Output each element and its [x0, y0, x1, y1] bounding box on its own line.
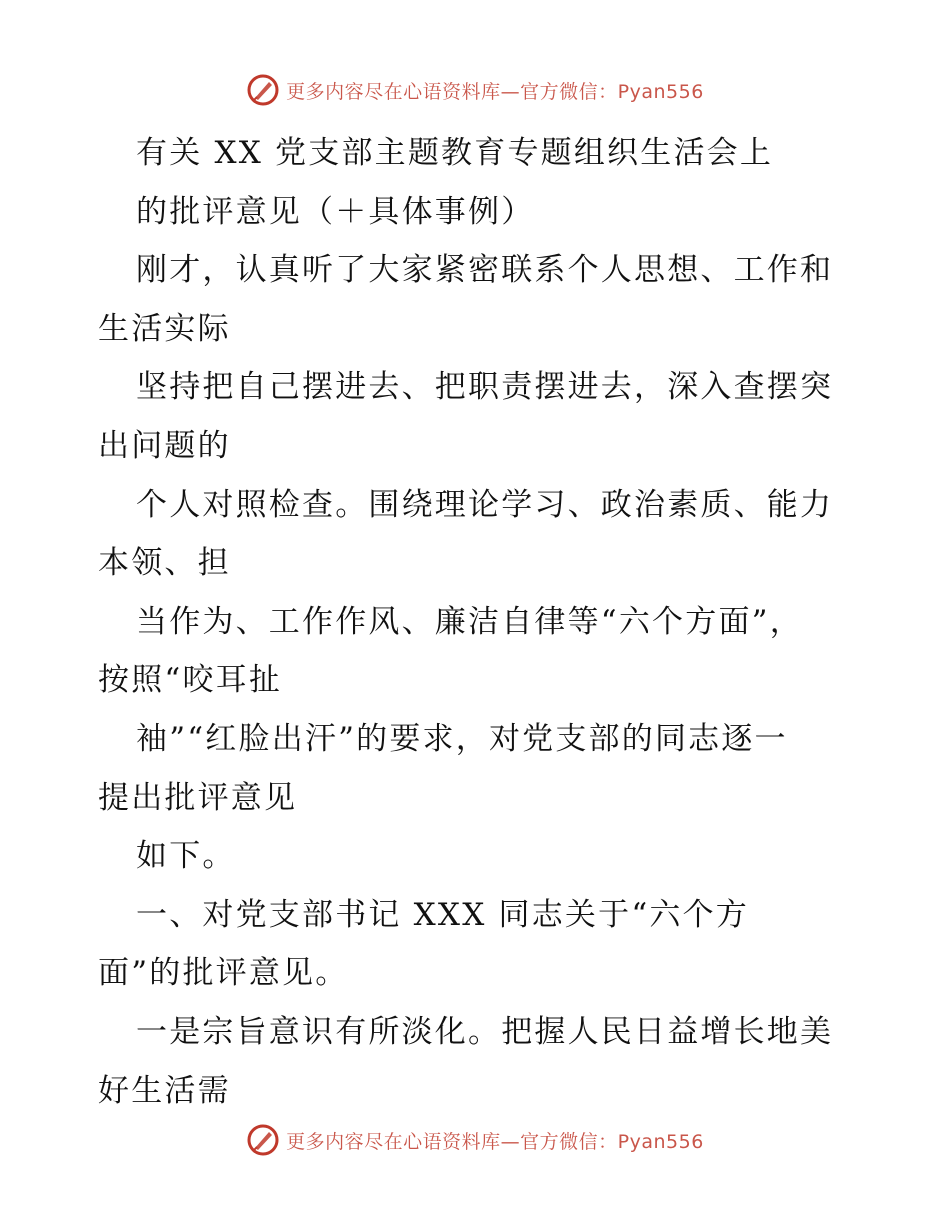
document-body: [98, 124, 858, 1120]
paragraph-line: 坚持把自己摆进去、把职责摆进去，深入查摆突: [136, 369, 834, 406]
section-heading-line: 面”的批评意见。: [98, 955, 349, 992]
paragraph-line: 提出批评意见: [98, 779, 298, 816]
quill-logo-icon: [246, 73, 280, 107]
footer-banner: [0, 1120, 950, 1160]
paragraph-line: 按照“咬耳扯: [98, 662, 283, 699]
paragraph-line: 本领、担: [98, 545, 231, 582]
paragraph-line: 如下。: [136, 838, 236, 875]
section-heading-line: 一、对党支部书记 XXX 同志关于“六个方: [136, 896, 749, 933]
paragraph-line: 生活实际: [98, 310, 231, 347]
title-line-1: 有关 XX 党支部主题教育专题组织生活会上: [136, 135, 774, 171]
paragraph-line: 出问题的: [98, 427, 231, 464]
title-line-2: 的批评意见（＋具体事例）: [136, 193, 535, 230]
paragraph-line: 刚才，认真听了大家紧密联系个人思想、工作和: [136, 252, 834, 289]
paragraph-line: 好生活需: [98, 1072, 231, 1109]
paragraph-line: 袖”“红脸出汗”的要求，对党支部的同志逐一: [136, 720, 788, 757]
paragraph-line: 当作为、工作作风、廉洁自律等“六个方面”，: [136, 603, 803, 640]
quill-logo-icon: [246, 1123, 280, 1157]
paragraph-line: 个人对照检查。围绕理论学习、政治素质、能力: [136, 486, 834, 523]
header-banner: [0, 70, 950, 110]
header-banner-text: 更多内容尽在心语资料库—官方微信：Pyan556: [286, 80, 704, 103]
footer-banner-text: 更多内容尽在心语资料库—官方微信：Pyan556: [286, 1130, 704, 1153]
paragraph-line: 一是宗旨意识有所淡化。把握人民日益增长地美: [136, 1013, 834, 1050]
